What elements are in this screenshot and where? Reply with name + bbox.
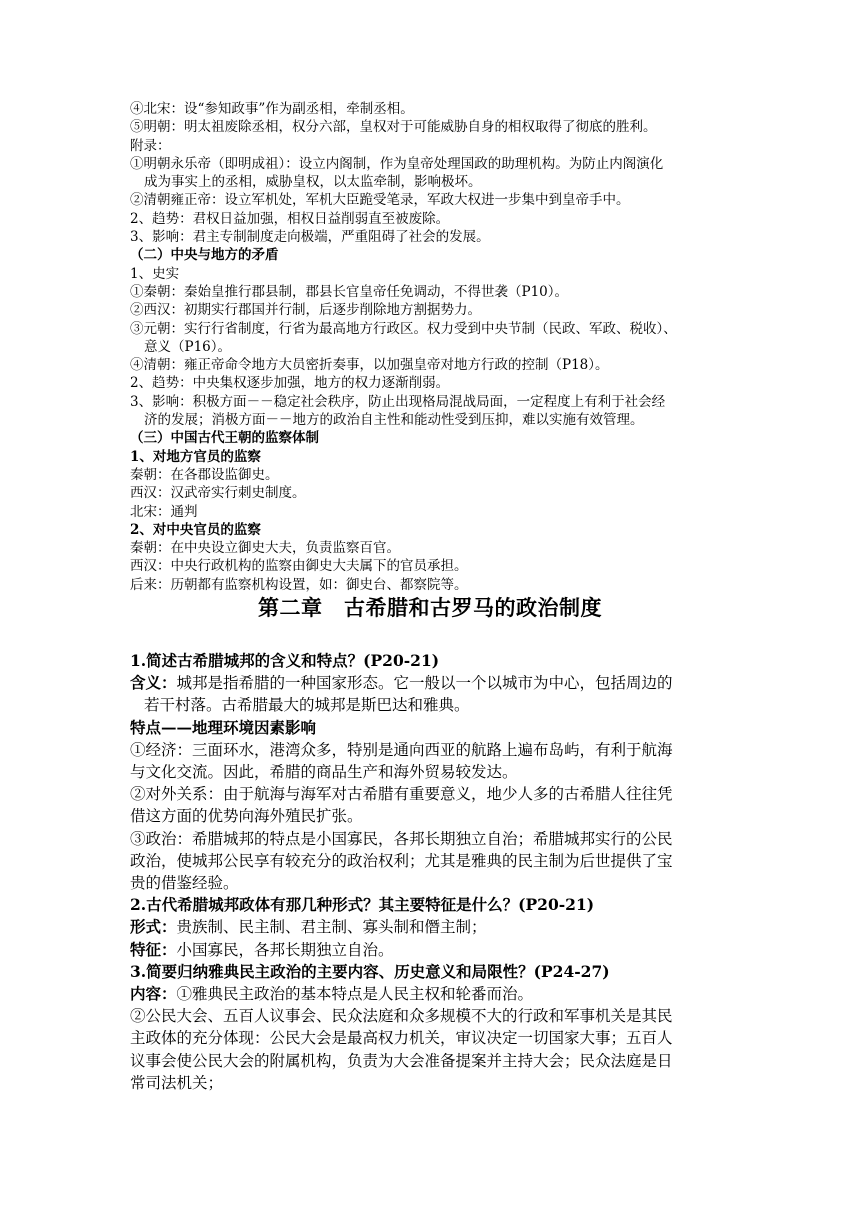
text-line: ②对外关系：由于航海与海军对古希腊有重要意义，地少人多的古希腊人往往凭 — [130, 785, 673, 804]
text-line: 北宋：通判 — [130, 503, 198, 520]
text-line: ③政治：希腊城邦的特点是小国寡民，各邦长期独立自治；希腊城邦实行的公民 — [130, 829, 673, 848]
text-line: 3、影响：君主专制制度走向极端，严重阻碍了社会的发展。 — [130, 229, 490, 246]
text-line: 西汉：汉武帝实行刺史制度。 — [130, 485, 306, 502]
text-line — [130, 983, 742, 1005]
text-line: 议事会使公民大会的附属机构，负责为大会准备提案并主持大会；民众法庭是日 — [130, 1051, 673, 1070]
text-line: 常司法机关； — [130, 1073, 224, 1092]
text-line: ③元朝：实行行省制度，行省为最高地方行政区。权力受到中央节制（民政、军政、税收）、 — [130, 320, 677, 337]
term-label: 含义： — [130, 673, 177, 693]
text-line: 2、趋势：中央集权逐步加强，地方的权力逐渐削弱。 — [130, 375, 450, 392]
term-label: 形式： — [130, 917, 177, 937]
text-line: 2、趋势：君权日益加强，相权日益削弱直至被废除。 — [130, 210, 450, 227]
text-span: ①雅典民主政治的基本特点是人民主权和轮番而治。 — [176, 985, 534, 1004]
text-line: 贵的借鉴经验。 — [130, 874, 239, 893]
text-line: ①经济：三面环水，港湾众多，特别是通向西亚的航路上遍布岛屿，有利于航海 — [130, 740, 673, 759]
text-line: ②公民大会、五百人议事会、民众法庭和众多规模不大的行政和军事机关是其民 — [130, 1007, 673, 1026]
text-line — [130, 939, 742, 961]
section-political-system — [130, 100, 742, 594]
section-heading: （二）中央与地方的矛盾 — [130, 247, 279, 264]
text-line: 附录： — [130, 137, 171, 154]
chapter-title: 第二章 古希腊和古罗马的政治制度 — [258, 595, 602, 620]
text-line: ①秦朝：秦始皇推行郡县制，郡县长官皇帝任免调动，不得世袭（P10）。 — [130, 283, 569, 300]
text-line: 西汉：中央行政机构的监察由御史大夫属下的官员承担。 — [130, 558, 468, 575]
text-line: ④北宋：设“参知政事”作为副丞相，牵制丞相。 — [130, 101, 414, 117]
text-line: 济的发展；消极方面－－地方的政治自主性和能动性受到压抑，难以实施有效管理。 — [144, 412, 644, 429]
text-line: 若干村落。古希腊最大的城邦是斯巴达和雅典。 — [144, 696, 470, 715]
question-heading: 3.简要归纳雅典民主政治的主要内容、历史意义和局限性？(P24-27) — [130, 961, 610, 981]
text-line: ④清朝：雍正帝命令地方大员密折奏事，以加强皇帝对地方行政的控制（P18）。 — [130, 357, 609, 374]
section-greece-rome — [130, 650, 742, 1094]
text-line: 秦朝：在各郡设监御史。 — [130, 466, 279, 483]
question-heading: 2.古代希腊城邦政体有那几种形式？其主要特征是什么？(P20-21) — [130, 895, 595, 915]
text-line: ⑤明朝：明太祖废除丞相，权分六部，皇权对于可能威胁自身的相权取得了彻底的胜利。 — [130, 119, 657, 136]
text-line: 政治，使城邦公民享有较充分的政治权利；尤其是雅典的民主制为后世提供了宝 — [130, 851, 673, 870]
text-line: 成为事实上的丞相，威胁皇权，以太监牵制，影响极坏。 — [144, 174, 482, 191]
text-span: 小国寡民，各邦长期独立自治。 — [176, 940, 394, 959]
text-line: ②西汉：初期实行郡国并行制，后逐步削除地方割据势力。 — [130, 302, 481, 319]
text-line: 后来：历朝都有监察机构设置，如：御史台、都察院等。 — [130, 576, 468, 593]
section-heading: （三）中国古代王朝的监察体制 — [130, 430, 319, 447]
text-line: ①明朝永乐帝（即明成祖）：设立内阁制，作为皇帝处理国政的助理机构。为防止内阁演化 — [130, 155, 664, 172]
text-line — [130, 672, 742, 694]
subsection-heading: 特点——地理环境因素影响 — [130, 717, 317, 737]
text-span: 贵族制、民主制、君主制、寡头制和僭主制； — [176, 918, 487, 937]
subsection-heading: 1、对地方官员的监察 — [130, 448, 261, 465]
text-line — [130, 916, 742, 938]
text-line: 意义（P16）。 — [144, 338, 232, 355]
question-heading: 1.简述古希腊城邦的含义和特点？(P20-21) — [130, 651, 440, 670]
term-label: 内容： — [130, 984, 177, 1004]
text-line: 借这方面的优势向海外殖民扩张。 — [130, 807, 363, 826]
subsection-heading: 2、对中央官员的监察 — [130, 521, 261, 538]
text-line: 1、史实 — [130, 265, 180, 282]
term-label: 特征： — [130, 939, 177, 959]
text-span: 城邦是指希腊的一种国家形态。它一般以一个以城市为中心，包括周边的 — [176, 674, 673, 693]
text-line: 秦朝：在中央设立御史大夫，负责监察百官。 — [130, 540, 400, 557]
text-line: ②清朝雍正帝：设立军机处，军机大臣跪受笔录，军政大权进一步集中到皇帝手中。 — [130, 192, 630, 209]
text-line: 3、影响：积极方面－－稳定社会秩序，防止出现格局混战局面，一定程度上有利于社会经 — [130, 393, 666, 410]
text-line: 与文化交流。因此，希腊的商品生产和海外贸易较发达。 — [130, 763, 518, 782]
text-line: 主政体的充分体现：公民大会是最高权力机关，审议决定一切国家大事；五百人 — [130, 1029, 673, 1048]
